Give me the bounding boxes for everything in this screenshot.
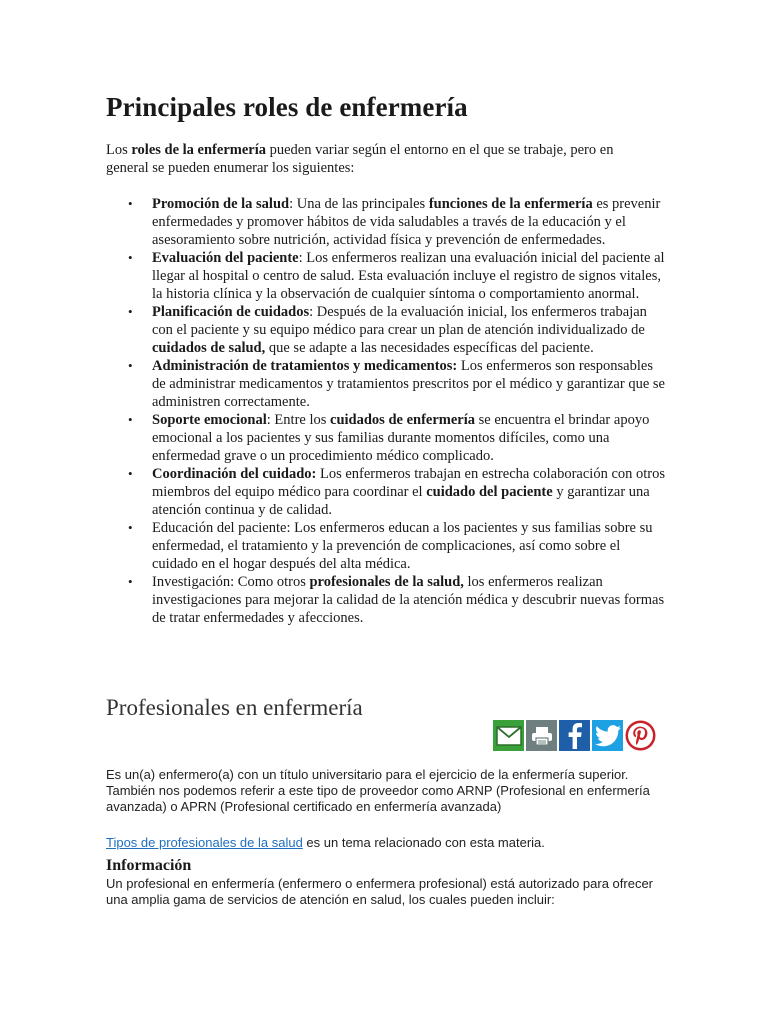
role-title: Planificación de cuidados	[152, 304, 310, 320]
role-bold: cuidados de enfermería	[330, 412, 475, 428]
share-bar	[493, 720, 656, 751]
pinterest-icon	[625, 720, 656, 751]
intro-bold: roles de la enfermería	[131, 142, 266, 158]
list-item	[106, 465, 666, 519]
list-item	[106, 303, 666, 357]
list-item	[106, 357, 666, 411]
role-text: Los enfermeros trabajan en estrecha colaboración con otros miembros del equipo médico para coordinar el	[152, 466, 666, 500]
page-title: Principales roles de enfermería	[106, 92, 468, 122]
print-icon	[531, 726, 553, 746]
print-button[interactable]	[526, 720, 557, 751]
role-text: Educación del paciente: Los enfermeros educan a los pacientes y sus familias sobre su enfermedad, el tratamiento y la prevención de complicaciones, así como sobre el cuidado en el hogar después del alta médica.	[152, 520, 653, 572]
related-topic-text: es un tema relacionado con esta materia.	[302, 835, 545, 850]
role-text-end: los enfermeros realizan investigaciones para mejorar la calidad de la atención médica y descubrir nuevas formas de tratar enfermedades y afecciones.	[152, 574, 665, 626]
email-icon	[496, 726, 522, 746]
role-text: : Después de la evaluación inicial, los enfermeros trabajan con el paciente y su equipo médico para crear un plan de atención individualizado de	[152, 304, 647, 338]
role-title: Evaluación del paciente	[152, 250, 299, 266]
role-bold: profesionales de la salud,	[309, 574, 464, 590]
role-text: Los enfermeros son responsables de administrar medicamentos y tratamientos prescritos por el médico y garantizar que se administren correctamente.	[152, 358, 665, 410]
email-share-button[interactable]	[493, 720, 524, 751]
twitter-share-button[interactable]	[592, 720, 623, 751]
role-bold: cuidados de salud,	[152, 340, 266, 356]
section-title: Profesionales en enfermería	[106, 695, 363, 720]
role-title: Administración de tratamientos y medicamentos:	[152, 358, 458, 374]
related-topic	[106, 835, 666, 851]
role-title: Coordinación del cuidado:	[152, 466, 317, 482]
info-heading: Información	[106, 857, 192, 874]
intro-paragraph	[106, 141, 651, 177]
list-item	[106, 195, 666, 249]
role-bold: funciones de la enfermería	[428, 196, 593, 212]
list-item	[106, 249, 666, 303]
facebook-icon	[568, 723, 582, 749]
list-item	[106, 411, 666, 465]
role-title: Soporte emocional	[152, 412, 267, 428]
facebook-share-button[interactable]	[559, 720, 590, 751]
intro-text: Los	[106, 142, 132, 158]
roles-list	[106, 195, 666, 627]
list-item	[106, 519, 666, 573]
role-text: : Los enfermeros realizan una evaluación inicial del paciente al llegar al hospital o centro de salud. Esta evaluación incluye el registro de signos vitales, la historia clínica y la observación de cualquier síntoma o comportamiento anormal.	[152, 250, 665, 302]
role-text: : Una de las principales	[289, 196, 429, 212]
role-text-end: es prevenir enfermedades y promover hábitos de vida saludables a través de la educación y el asesoramiento sobre nutrición, actividad física y prevención de enfermedades.	[152, 196, 661, 248]
list-item	[106, 573, 666, 627]
role-text-end: se encuentra el brindar apoyo emocional a los pacientes y sus familias durante momentos difíciles, como una enfermedad grave o un procedimiento médico complicado.	[152, 412, 650, 464]
role-text: : Entre los	[266, 412, 331, 428]
role-text-end: que se adapte a las necesidades específicas del paciente.	[265, 340, 594, 356]
role-text: Investigación: Como otros	[152, 574, 310, 590]
intro-text-end: pueden variar según el entorno en el que se trabaje, pero en general se pueden enumerar los siguientes:	[106, 142, 614, 176]
twitter-icon	[595, 725, 621, 747]
info-paragraph: Un profesional en enfermería (enfermero o enfermera profesional) está autorizado para ofrecer una amplia gama de servicios de atención en salud, los cuales pueden incluir:	[106, 876, 654, 907]
role-bold: cuidado del paciente	[426, 484, 553, 500]
role-title: Promoción de la salud	[152, 196, 290, 212]
related-topic-link[interactable]: Tipos de profesionales de la salud	[106, 835, 303, 850]
description-paragraph: Es un(a) enfermero(a) con un título universitario para el ejercicio de la enfermería superior. También nos podemos referir a este tipo de proveedor como ARNP (Profesional en enfermería avanzada) o APRN (Profesional certificado en enfermería avanzada)	[106, 767, 650, 814]
pinterest-share-button[interactable]	[625, 720, 656, 751]
role-text-end: y garantizar una atención continua y de calidad.	[152, 484, 650, 518]
